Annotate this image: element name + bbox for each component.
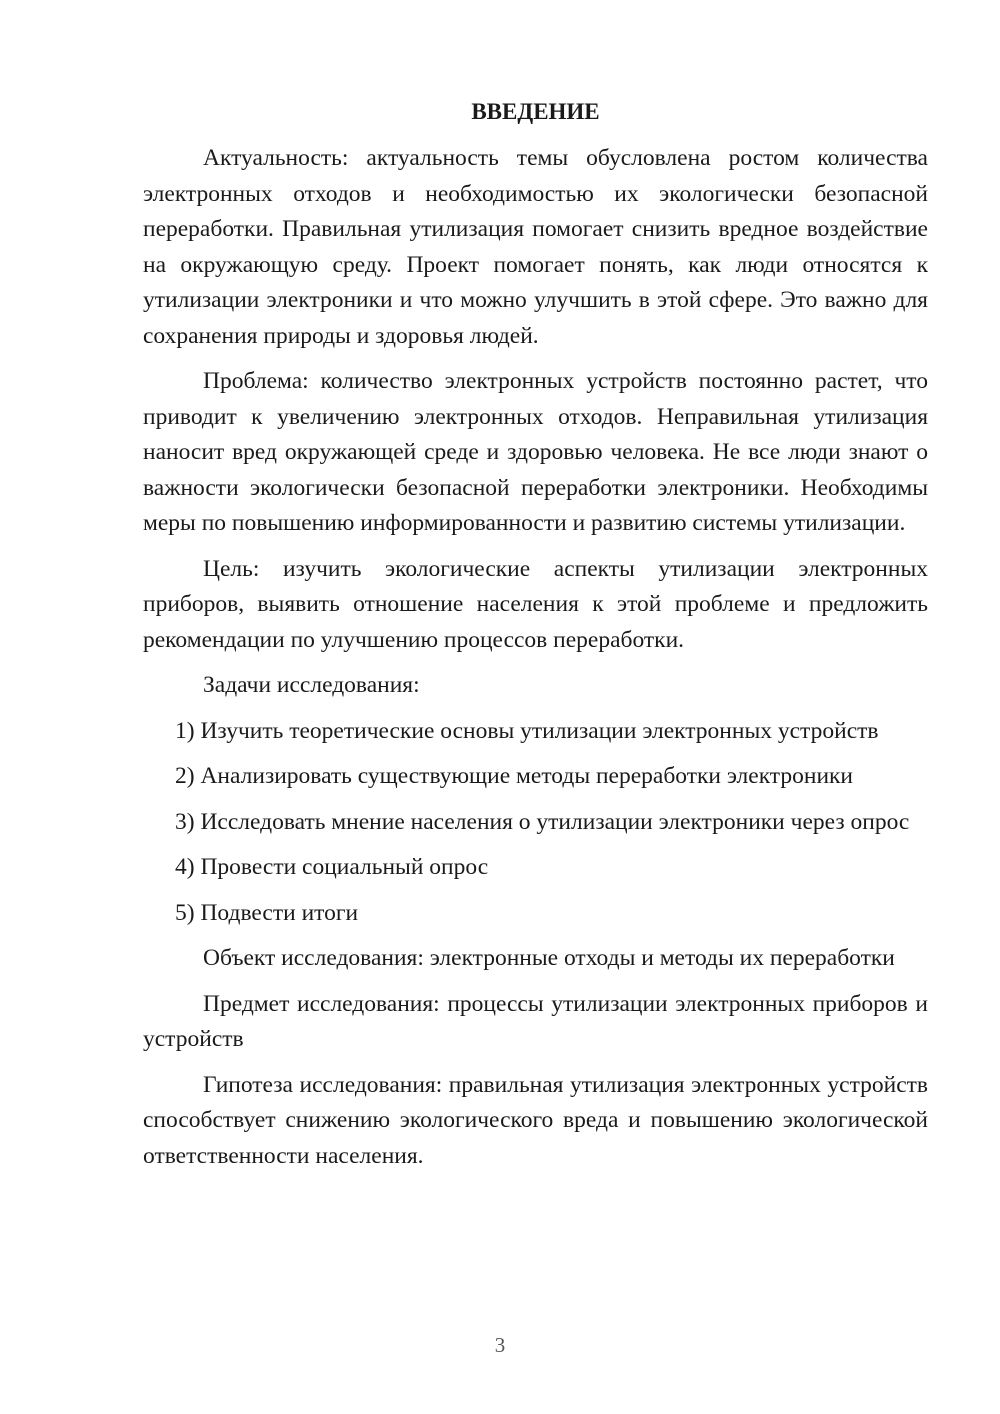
paragraph-object: Объект исследования: электронные отходы и методы их переработки [203,945,895,971]
paragraph-problem: Проблема: количество электронных устройств постоянно растет, что приводит к увеличению электронных отходов. Неправильная утилизация наносит вред окружающей среде и здоровью человека. Не все люди знают о важности экологически безопасной переработки электроники. Необходимы меры по повышению информированности и развитию системы утилизации. [143,368,928,536]
page-title: ВВЕДЕНИЕ [471,99,600,124]
paragraph-subject: Предмет исследования: процессы утилизации электронных приборов и устройств [143,990,928,1052]
task-item-2: 2) Анализировать существующие методы переработки электроники [175,763,854,789]
task-item-3: 3) Исследовать мнение населения о утилизации электроники через опрос [175,808,910,835]
paragraph-hypothesis: Гипотеза исследования: правильная утилизация электронных устройств способствует снижению экологического вреда и повышению экологической ответственности населения. [143,1071,928,1169]
paragraph-goal: Цель: изучить экологические аспекты утилизации электронных приборов, выявить отношение населения к этой проблеме и предложить рекомендации по улучшению процессов переработки. [143,555,928,653]
task-item-1: 1) Изучить теоретические основы утилизации электронных устройств [175,717,879,744]
task-item-5: 5) Подвести итоги [175,899,359,926]
task-item-4: 4) Провести социальный опрос [175,854,489,880]
tasks-heading: Задачи исследования: [203,672,420,698]
page-number: 3 [494,1333,506,1357]
paragraph-relevance: Актуальность: актуальность темы обусловлена ростом количества электронных отходов и необходимостью их экологически безопасной переработки. Правильная утилизация помогает снизить вредное воздействие на окружающую среду. Проект помогает понять, как люди относятся к утилизации электроники и что можно улучшить в этой сфере. Это важно для сохранения природы и здоровья людей. [143,145,928,349]
page-content [143,94,928,1184]
